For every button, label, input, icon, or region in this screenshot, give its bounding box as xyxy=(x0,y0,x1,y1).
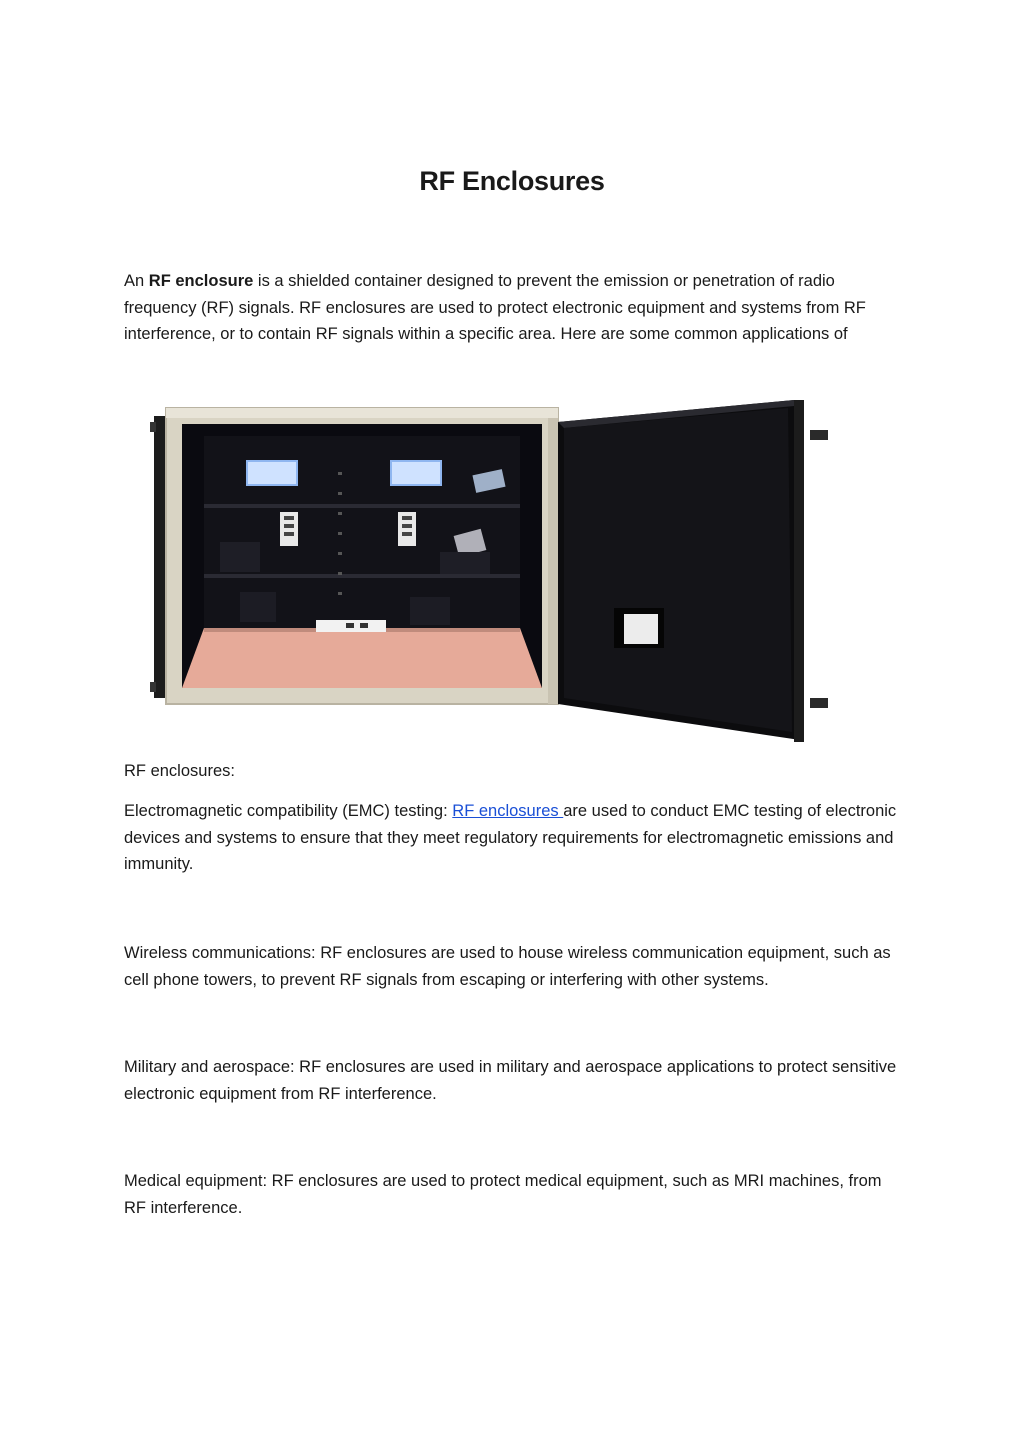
emc-rest: are used to conduct EMC testing of electronic devices and systems to ensure that they meet regulatory requirements for electromagnetic emissions and immunity. xyxy=(124,802,897,873)
intro-prefix: An xyxy=(124,272,149,290)
rf-enclosure-photo-icon xyxy=(120,392,860,754)
medical-paragraph: Medical equipment: RF enclosures are used to protect medical equipment, such as MRI machines, from RF interference. xyxy=(124,1172,882,1217)
rf-enclosure-image xyxy=(120,392,860,754)
intro-paragraph xyxy=(124,268,904,348)
emc-prefix: Electromagnetic compatibility (EMC) testing: xyxy=(124,802,453,820)
military-paragraph: Military and aerospace: RF enclosures are used in military and aerospace applications to protect sensitive electronic equipment from RF interference. xyxy=(124,1058,897,1103)
intro-rest: is a shielded container designed to prevent the emission or penetration of radio frequency (RF) signals. RF enclosures are used to protect electronic equipment and systems from RF interference, or to contain RF signals within a specific area. Here are some common applications of xyxy=(124,272,866,343)
wireless-paragraph: Wireless communications: RF enclosures are used to house wireless communication equipment, such as cell phone towers, to prevent RF signals from escaping or interfering with other systems. xyxy=(124,944,891,989)
page-title: RF Enclosures xyxy=(419,166,605,196)
rf-enclosures-link[interactable]: RF enclosures xyxy=(452,802,564,820)
applications-label: RF enclosures: xyxy=(124,762,235,780)
intro-bold-term: RF enclosure xyxy=(148,272,254,290)
emc-paragraph xyxy=(124,798,904,878)
